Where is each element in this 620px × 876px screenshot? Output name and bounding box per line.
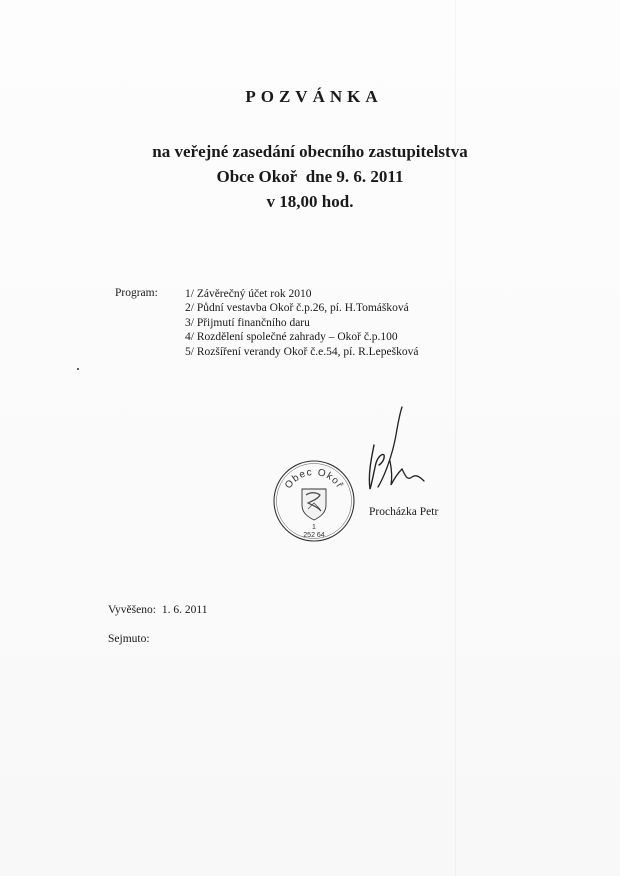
program-label: Program: (115, 287, 158, 299)
subtitle-line-3: v 18,00 hod. (266, 192, 354, 211)
posted-date: 1. 6. 2011 (161, 604, 208, 616)
stamp-number: 1 (312, 524, 316, 531)
stamp-postal-code: 252 64 (303, 532, 325, 539)
program-item-4: 4/ Rozdělení společné zahrady – Okoř č.p.100 (185, 331, 398, 344)
program-item-2: 2/ Půdní vestavba Okoř č.p.26, pí. H.Tomášková (185, 302, 409, 315)
paper-fold (455, 0, 456, 876)
subtitle-line-1: na veřejné zasedání obecního zastupitelstva (152, 142, 468, 161)
program-item-5: 5/ Rozšíření verandy Okoř č.e.54, pí. R.Lepešková (185, 345, 419, 358)
program-list (185, 287, 418, 359)
program-item-3: 3/ Přijmutí finančního daru (185, 316, 310, 329)
ink-speck (77, 368, 79, 370)
stamp-top-text: Obec Okoř (283, 466, 346, 491)
signature-icon (362, 405, 432, 495)
document-title: POZVÁNKA (245, 87, 383, 106)
program-item-1: 1/ Závěrečný účet rok 2010 (185, 288, 312, 300)
posted-row (108, 604, 208, 616)
removed-label: Sejmuto: (108, 633, 150, 645)
coat-of-arms-icon (302, 489, 326, 520)
subtitle-line-2: Obce Okoř dne 9. 6. 2011 (216, 167, 404, 186)
signer-name: Procházka Petr (369, 506, 439, 518)
municipal-stamp (272, 459, 356, 543)
posted-label: Vyvěšeno: (108, 604, 156, 616)
